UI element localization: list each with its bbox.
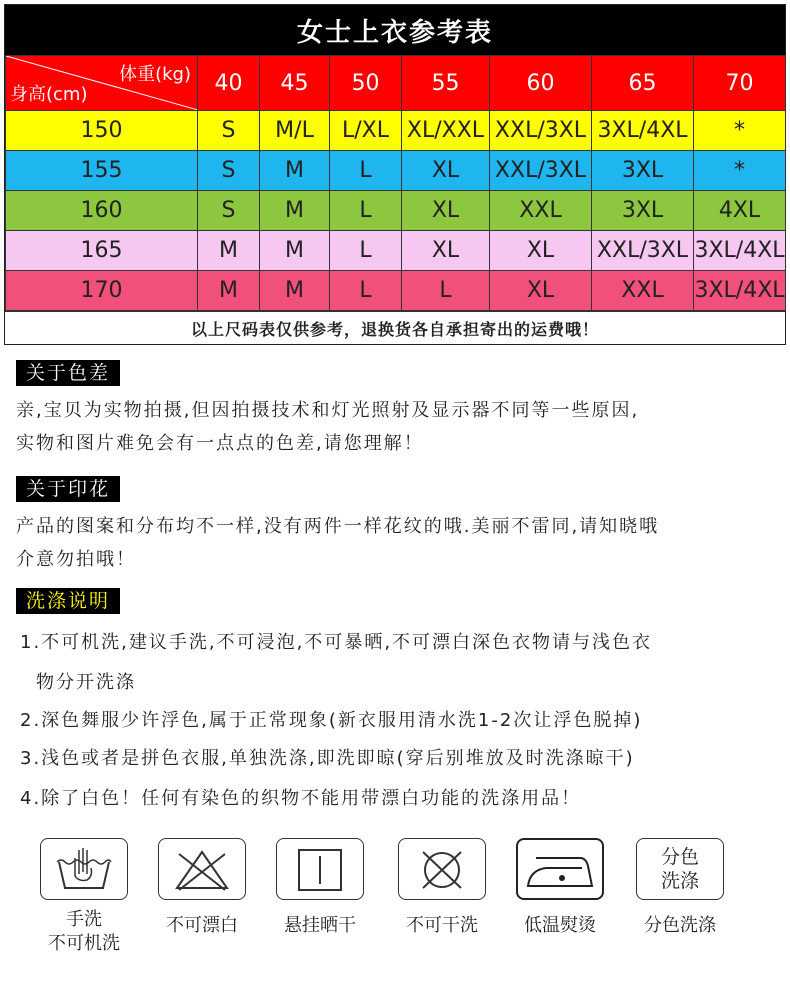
size-cell: L bbox=[330, 191, 402, 231]
size-cell: XXL/3XL bbox=[490, 151, 592, 191]
table-header-row bbox=[6, 56, 786, 111]
washing-item-1-cont: 物分开洗涤 bbox=[36, 672, 136, 693]
icon-label-line: 手洗 bbox=[66, 909, 102, 930]
size-cell: XXL/3XL bbox=[592, 231, 694, 271]
table-title: 女士上衣参考表 bbox=[5, 5, 785, 55]
size-cell: M bbox=[260, 271, 330, 311]
size-cell: XXL/3XL bbox=[490, 111, 592, 151]
height-cell: 165 bbox=[6, 231, 198, 271]
size-cell: 3XL bbox=[592, 151, 694, 191]
size-cell: M/L bbox=[260, 111, 330, 151]
height-cell: 155 bbox=[6, 151, 198, 191]
print-line: 介意勿拍哦！ bbox=[16, 549, 136, 570]
hand-wash-label bbox=[24, 908, 144, 956]
size-cell: M bbox=[260, 191, 330, 231]
separate-wash-box-text bbox=[661, 845, 699, 893]
height-cell: 170 bbox=[6, 271, 198, 311]
icon-label-line: 不可机洗 bbox=[48, 933, 120, 954]
size-cell: XL bbox=[490, 271, 592, 311]
print-line: 产品的图案和分布均不一样,没有两件一样花纹的哦.美丽不雷同,请知晓哦 bbox=[16, 516, 660, 537]
size-cell: M bbox=[198, 231, 260, 271]
size-cell: * bbox=[694, 151, 786, 191]
size-cell: M bbox=[260, 151, 330, 191]
size-cell: XL bbox=[402, 151, 490, 191]
no-dry-clean-label: 不可干洗 bbox=[406, 915, 478, 936]
size-cell: L bbox=[402, 271, 490, 311]
size-cell: XL/XXL bbox=[402, 111, 490, 151]
size-cell: L bbox=[330, 151, 402, 191]
weight-col-header: 50 bbox=[330, 56, 402, 111]
size-grid bbox=[5, 55, 786, 311]
table-row bbox=[6, 111, 786, 151]
hang-dry-icon bbox=[276, 838, 364, 900]
weight-col-header: 65 bbox=[592, 56, 694, 111]
weight-header: 体重(kg) bbox=[119, 64, 191, 85]
size-cell: XL bbox=[402, 191, 490, 231]
color-diff-line: 实物和图片难免会有一点点的色差,请您理解！ bbox=[16, 433, 424, 454]
size-cell: S bbox=[198, 151, 260, 191]
size-cell: L/XL bbox=[330, 111, 402, 151]
washing-heading: 洗涤说明 bbox=[16, 588, 120, 614]
height-cell: 160 bbox=[6, 191, 198, 231]
size-cell: XXL bbox=[490, 191, 592, 231]
no-dry-clean-icon bbox=[398, 838, 486, 900]
size-cell: * bbox=[694, 111, 786, 151]
washing-item-2: 2.深色舞服少许浮色,属于正常现象(新衣服用清水洗1-2次让浮色脱掉) bbox=[20, 710, 643, 731]
weight-col-header: 55 bbox=[402, 56, 490, 111]
corner-cell bbox=[6, 56, 198, 111]
washing-item-3: 3.浅色或者是拼色衣服,单独洗涤,即洗即晾(穿后别堆放及时洗涤晾干) bbox=[20, 748, 635, 769]
size-cell: 3XL bbox=[592, 191, 694, 231]
washing-item-4: 4.除了白色！任何有染色的织物不能用带漂白功能的洗涤用品！ bbox=[20, 788, 582, 809]
print-text bbox=[16, 510, 776, 576]
separate-wash-icon bbox=[636, 838, 724, 900]
size-cell: L bbox=[330, 231, 402, 271]
table-row bbox=[6, 151, 786, 191]
color-diff-heading: 关于色差 bbox=[16, 360, 120, 386]
size-cell: S bbox=[198, 191, 260, 231]
size-cell: 4XL bbox=[694, 191, 786, 231]
box-text-line: 分色 bbox=[660, 846, 699, 868]
size-cell: 3XL/4XL bbox=[592, 111, 694, 151]
table-row bbox=[6, 231, 786, 271]
weight-col-header: 70 bbox=[694, 56, 786, 111]
size-cell: L bbox=[330, 271, 402, 311]
height-header: 身高(cm) bbox=[10, 84, 88, 105]
size-cell: XXL bbox=[592, 271, 694, 311]
weight-col-header: 60 bbox=[490, 56, 592, 111]
separate-wash-label: 分色洗涤 bbox=[644, 915, 716, 936]
hang-dry-label: 悬挂晒干 bbox=[284, 915, 356, 936]
print-heading: 关于印花 bbox=[16, 476, 120, 502]
weight-col-header: 45 bbox=[260, 56, 330, 111]
box-text-line: 洗涤 bbox=[660, 870, 699, 892]
size-cell: XL bbox=[402, 231, 490, 271]
size-cell: 3XL/4XL bbox=[694, 231, 786, 271]
table-row bbox=[6, 191, 786, 231]
size-cell: M bbox=[260, 231, 330, 271]
table-note: 以上尺码表仅供参考，退换货各自承担寄出的运费哦！ bbox=[5, 311, 785, 344]
hand-wash-icon bbox=[40, 838, 128, 900]
low-iron-icon bbox=[516, 838, 604, 900]
low-iron-label: 低温熨烫 bbox=[524, 915, 596, 936]
height-cell: 150 bbox=[6, 111, 198, 151]
size-cell: XL bbox=[490, 231, 592, 271]
color-diff-text bbox=[16, 394, 776, 460]
table-row bbox=[6, 271, 786, 311]
no-bleach-icon bbox=[158, 838, 246, 900]
weight-col-header: 40 bbox=[198, 56, 260, 111]
size-table bbox=[4, 4, 786, 345]
size-cell: 3XL/4XL bbox=[694, 271, 786, 311]
color-diff-line: 亲,宝贝为实物拍摄,但因拍摄技术和灯光照射及显示器不同等一些原因, bbox=[16, 400, 640, 421]
size-cell: M bbox=[198, 271, 260, 311]
washing-item-1: 1.不可机洗,建议手洗,不可浸泡,不可暴晒,不可漂白深色衣物请与浅色衣 bbox=[20, 632, 653, 653]
no-bleach-label: 不可漂白 bbox=[166, 915, 238, 936]
size-cell: S bbox=[198, 111, 260, 151]
